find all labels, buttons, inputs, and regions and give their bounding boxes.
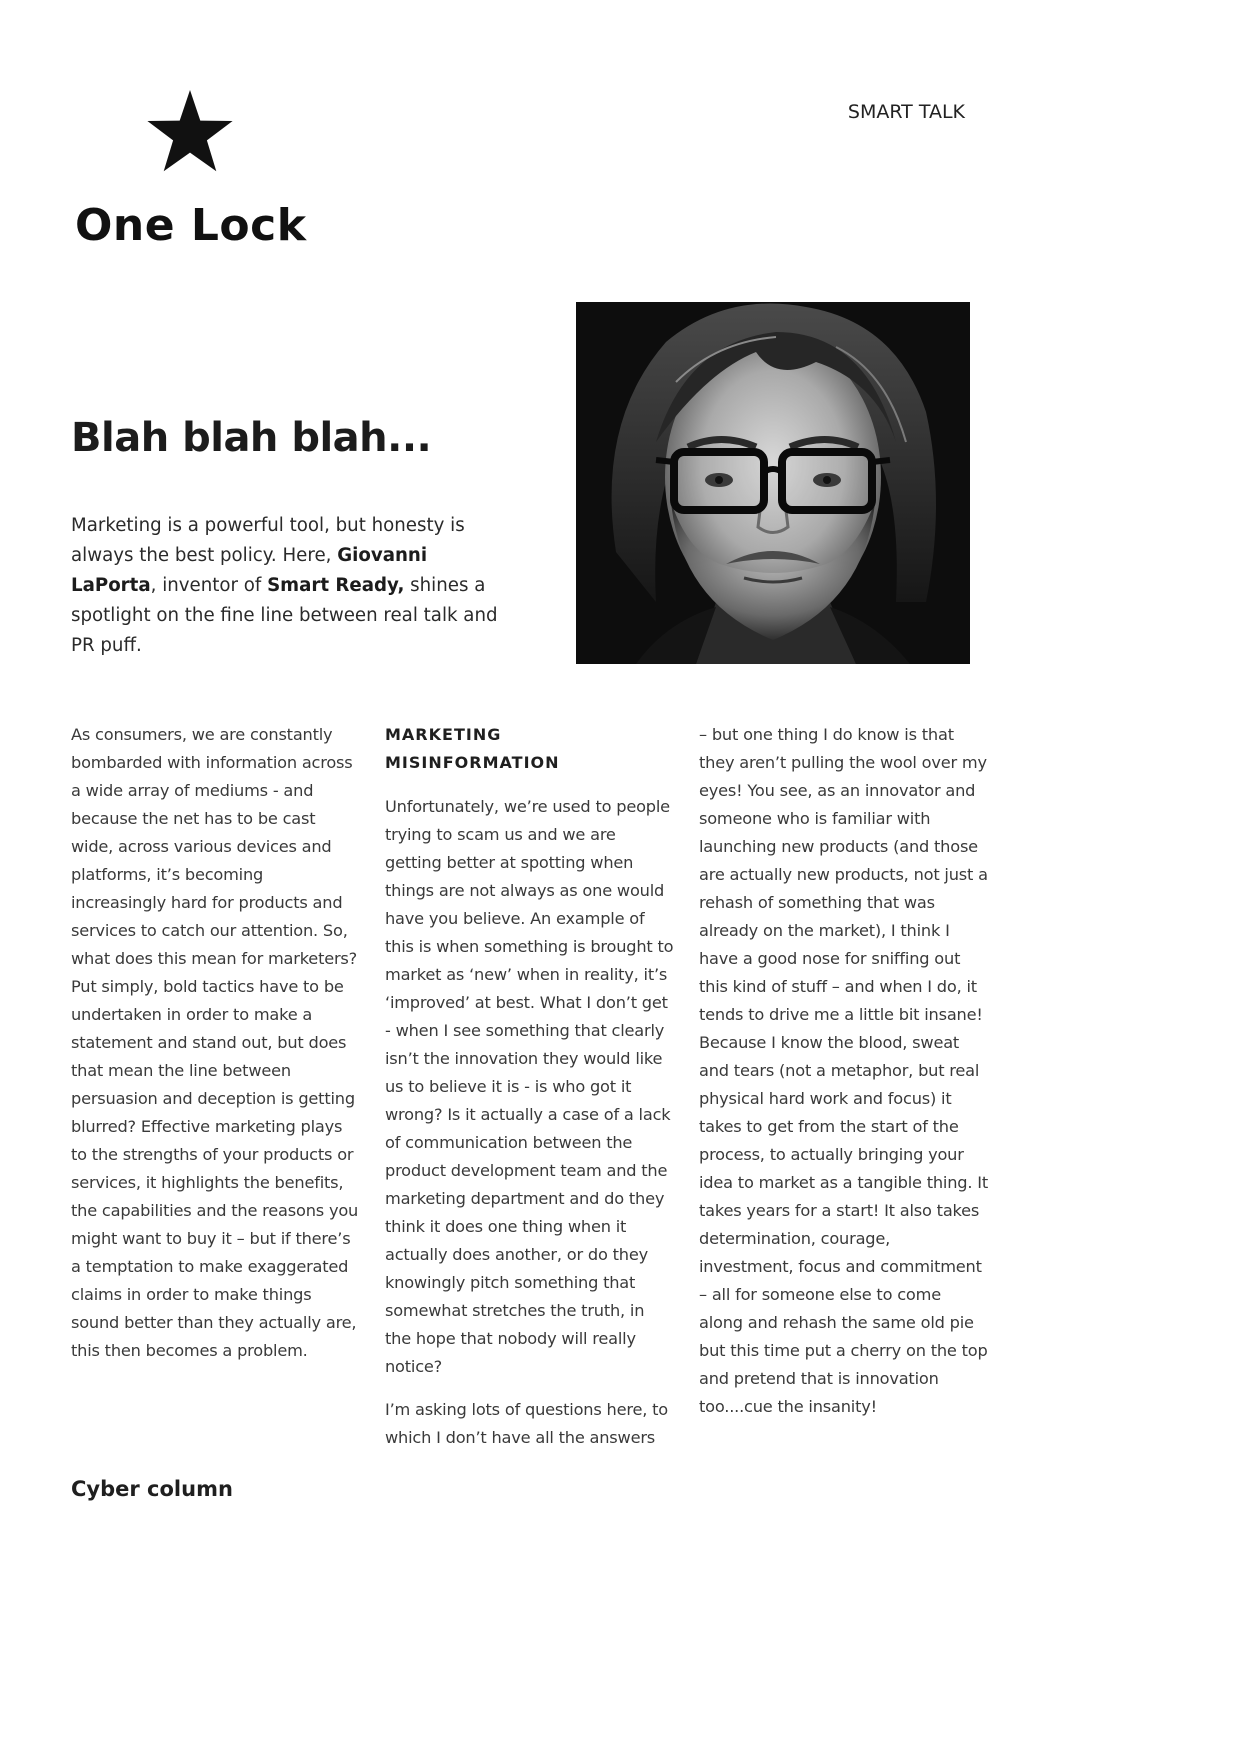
body-paragraph: As consumers, we are constantly bombarded with information across a wide array of mediums - and because the net has to be cast wide, across various devices and platforms, it’s becoming increasingly hard for products and services to catch our attention. So, what does this mean for marketers? Put simply, bold tactics have to be undertaken in order to make a statement and stand out, but does that mean the line between persuasion and deception is getting blurred? Effective marketing plays to the strengths of your products or services, it highlights the benefits, the capabilities and the reasons you might want to buy it – but if there’s a temptation to make exaggerated claims in order to make things sound better than they actually are, this then becomes a problem. [71, 725, 359, 1360]
article-column-2 [385, 721, 675, 1452]
body-paragraph: Unfortunately, we’re used to people trying to scam us and we are getting better at spotting when things are not always as one would have you believe. An example of this is when something is brought to market as ‘new’ when in reality, it’s ‘improved’ at best. What I don’t get - when I see something that clearly isn’t the innovation they would like us to believe it is - is who got it wrong? Is it actually a case of a lack of communication between the product development team and the marketing department and do they think it does one thing when it actually does another, or do they knowingly pitch something that somewhat stretches the truth, in the hope that nobody will really notice? [385, 797, 674, 1376]
section-label: SMART TALK [847, 101, 965, 123]
product-name: Smart Ready, [267, 575, 405, 596]
body-paragraph: – but one thing I do know is that they aren’t pulling the wool over my eyes! You see, as an innovator and someone who is familiar with launching new products (and those are actually new products, not just a rehash of something that was already on the market), I think I have a good nose for sniffing out this kind of stuff – and when I do, it tends to drive me a little bit insane! Because I know the blood, sweat and tears (not a metaphor, but real physical hard work and focus) it takes to get from the start of the process, to actually bringing your idea to market as a tangible thing. It takes years for a start! It also takes determination, courage, investment, focus and commitment – all for someone else to come along and rehash the same old pie but this time put a cherry on the top and pretend that is innovation too....cue the insanity! [699, 725, 988, 1416]
footer-label: Cyber column [71, 1477, 233, 1501]
brand-logo-text: One Lock [75, 200, 307, 251]
author-name: Giovanni LaPorta [71, 545, 428, 596]
star-icon [146, 90, 234, 174]
headline: Blah blah blah... [71, 415, 432, 461]
article-column-1 [71, 721, 361, 1365]
subheading: MARKETING MISINFORMATION [385, 725, 560, 772]
article-column-3 [699, 721, 989, 1421]
body-paragraph: I’m asking lots of questions here, to which I don’t have all the answers [385, 1400, 668, 1447]
standfirst: Marketing is a powerful tool, but honesty is always the best policy. Here, Giovanni LaPorta, inventor of Smart Ready, shines a spotlight on the fine line between real talk and PR puff. [71, 515, 498, 656]
portrait-photo [576, 302, 970, 664]
